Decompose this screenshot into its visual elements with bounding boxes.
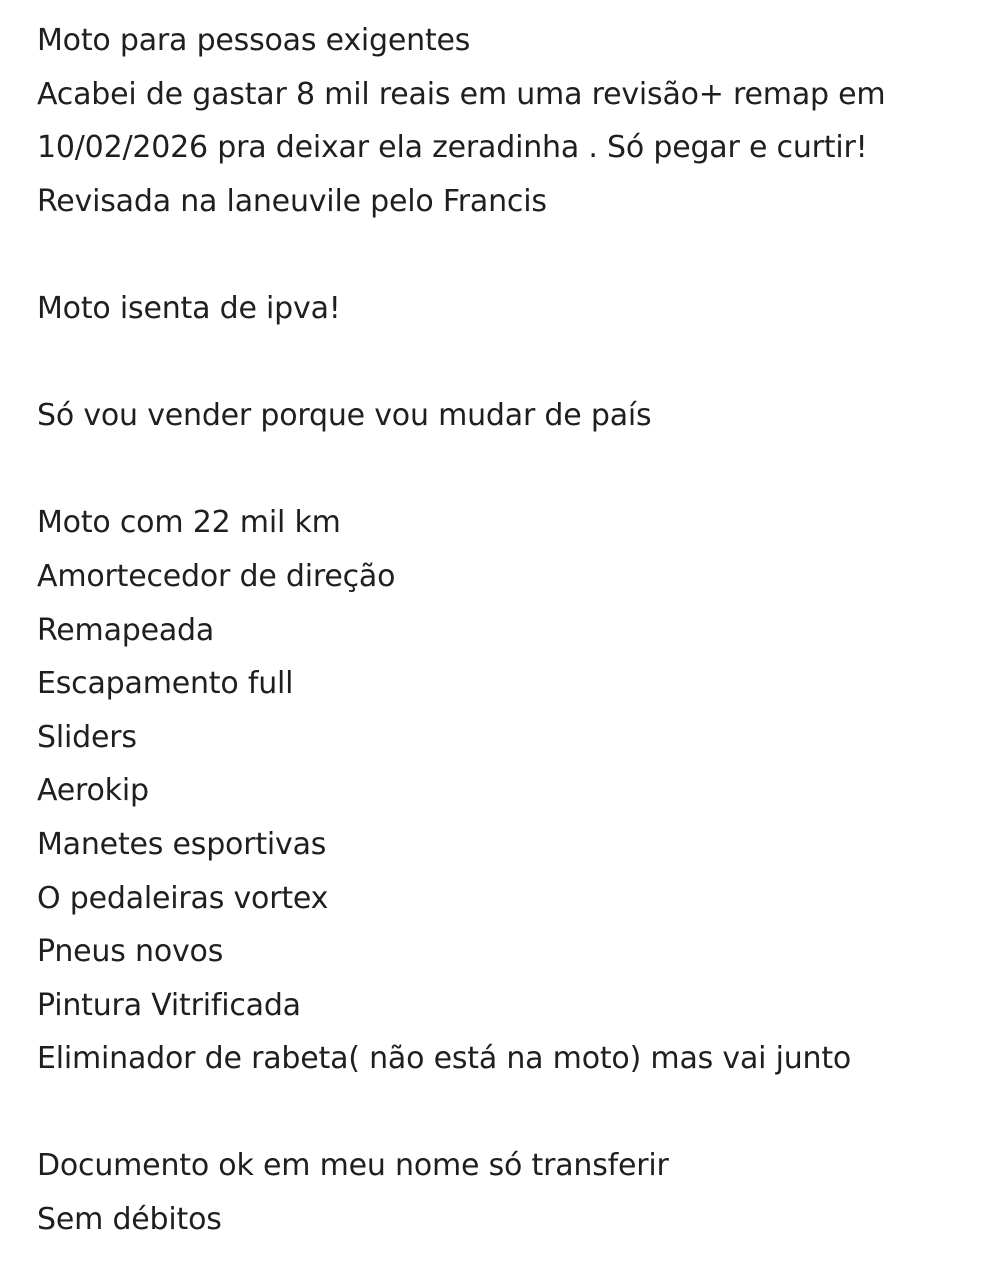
description-line: O pedaleiras vortex (37, 880, 329, 916)
description-line: Pintura Vitrificada (37, 987, 301, 1023)
description-line: Só vou vender porque vou mudar de país (37, 398, 652, 434)
description-line: Escapamento full (37, 666, 294, 702)
description-line: Moto para pessoas exigentes (37, 23, 471, 58)
description-line: 10/02/2026 pra deixar ela zeradinha . Só pegar e curtir! (37, 130, 868, 166)
description-line: Manetes esportivas (37, 826, 327, 862)
description-line: Revisada na laneuvile pelo Francis (37, 183, 547, 219)
description-line: Documento ok em meu nome só transferir (37, 1148, 669, 1184)
description-line: Aerokip (37, 773, 149, 809)
listing-description (37, 14, 967, 1247)
blank-line (37, 228, 967, 282)
blank-line (37, 443, 967, 497)
description-line: Sem débitos (37, 1202, 222, 1238)
description-line: Acabei de gastar 8 mil reais em uma revisão+ remap em (37, 76, 886, 112)
blank-line (37, 1086, 967, 1140)
description-line: Eliminador de rabeta( não está na moto) mas vai junto (37, 1041, 852, 1077)
description-line: Moto isenta de ipva! (37, 290, 341, 326)
description-line: Moto com 22 mil km (37, 505, 341, 541)
description-line: Pneus novos (37, 934, 224, 970)
blank-line (37, 336, 967, 390)
description-line: Sliders (37, 719, 137, 755)
description-line: Remapeada (37, 612, 215, 648)
description-line: Amortecedor de direção (37, 558, 396, 594)
